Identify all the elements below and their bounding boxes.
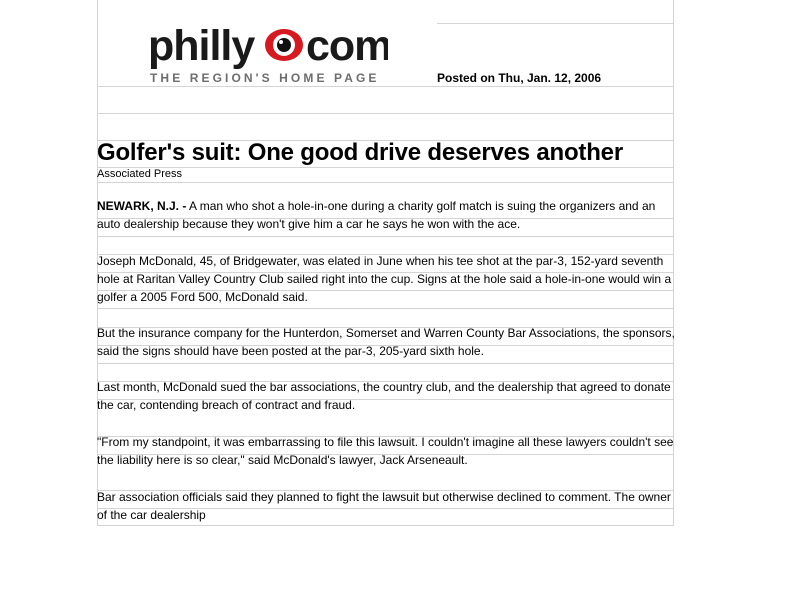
row-rule — [97, 525, 674, 526]
row-rule — [97, 236, 674, 237]
article-paragraph: "From my standpoint, it was embarrassing to file this lawsuit. I couldn't imagine all these lawyers couldn't see the liability here is so clear," said McDonald's lawyer, Jack Arseneault. — [97, 435, 674, 467]
article-paragraph: Bar association officials said they planned to fight the lawsuit but otherwise declined to comment. The owner of the car dealership — [97, 490, 671, 522]
logo-text-philly: philly — [148, 22, 255, 70]
philly-logo[interactable] — [148, 22, 388, 89]
posted-date: Posted on Thu, Jan. 12, 2006 — [437, 71, 602, 85]
header-rule — [437, 23, 674, 24]
row-rule — [97, 363, 674, 364]
article-paragraph — [97, 197, 675, 233]
row-rule — [97, 167, 674, 168]
eye-icon — [265, 29, 303, 61]
logo-tagline: THE REGION'S HOME PAGE — [150, 71, 380, 84]
paragraph-text: A man who shot a hole-in-one during a charity golf match is suing the organizers and an auto dealership because they won't give him a car he says he won with the ace. — [97, 199, 656, 231]
article-headline: Golfer's suit: One good drive deserves another — [97, 139, 623, 166]
article-byline: Associated Press — [97, 168, 182, 180]
article-dateline: NEWARK, N.J. - — [97, 199, 187, 213]
article-page — [97, 0, 674, 526]
article-paragraph: But the insurance company for the Hunterdon, Somerset and Warren County Bar Associations, the sponsors, said the signs should have been posted at the par-3, 205-yard sixth hole. — [97, 326, 675, 358]
article-paragraph: Joseph McDonald, 45, of Bridgewater, was elated in June when his tee shot at the par-3, 152-yard seventh hole at Raritan Valley Country Club sailed right into the cup. Signs at the hole said a hole-in-one would win a golfer a 2005 Ford 500, McDonald said. — [97, 254, 672, 304]
row-rule — [97, 308, 674, 309]
row-rule — [97, 182, 674, 183]
row-rule — [97, 113, 674, 114]
philly-com-logo — [148, 22, 388, 84]
article-paragraph: Last month, McDonald sued the bar associations, the country club, and the dealership that agreed to donate the car, contending breach of contract and fraud. — [97, 380, 671, 412]
logo-text-com: com — [306, 22, 388, 70]
